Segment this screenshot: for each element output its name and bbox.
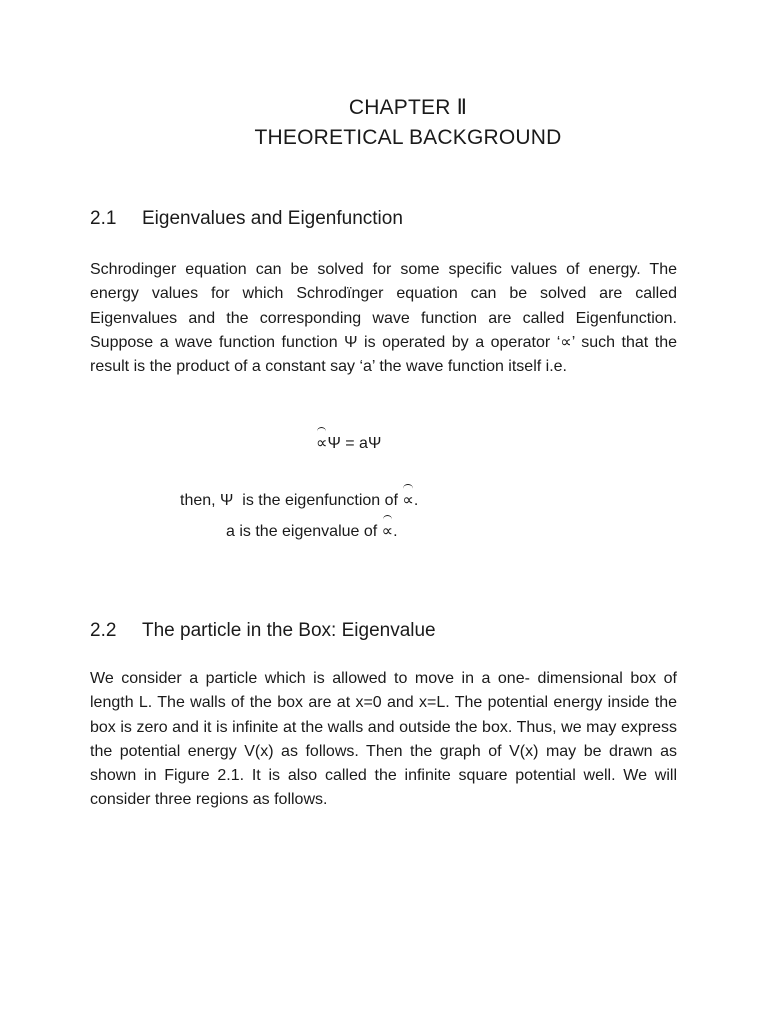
section-heading-2-1: [90, 208, 403, 230]
section-number: 2.2: [90, 620, 117, 641]
operator-hat-symbol: ∝: [316, 435, 328, 452]
equation-rhs: Ψ = aΨ: [327, 435, 382, 452]
section-heading-2-2: [90, 620, 436, 642]
eigenvalue-statement: [226, 521, 398, 541]
section-title: Eigenvalues and Eigenfunction: [142, 208, 403, 229]
operator-hat-symbol: ∝: [381, 523, 394, 540]
chapter-label: CHAPTER Ⅱ: [348, 96, 468, 119]
statement-text: a is the eigenvalue of: [226, 523, 382, 540]
section-2-1-paragraph: Schrodinger equation can be solved for some specific values of energy. The energy values for which Schrodïnger equation can be solved are called Eigenvalues and the corresponding wave function are called Eigenfunction. Suppose a wave function function Ψ is operated by a operator ‘∝’ such that the result is the product of a constant say ‘a’ the wave function itself i.e.: [90, 261, 677, 376]
operator-hat-symbol: ∝: [402, 492, 414, 509]
statement-end: .: [393, 523, 398, 540]
section-2-2-paragraph: We consider a particle which is allowed to move in a one- dimensional box of length L. The walls of the box are at x=0 and x=L. The potential energy inside the box is zero and it is infinite at the walls and outside the box. Thus, we may express the potential energy V(x) as follows. Then the graph of V(x) may be drawn as shown in Figure 2.1. It is also called the infinite square potential well. We will consider three regions as follows.: [90, 670, 677, 809]
section-title: The particle in the Box: Eigenvalue: [142, 620, 436, 641]
statement-text: then, Ψ is the eigenfunction of: [180, 492, 403, 509]
section-number: 2.1: [90, 208, 117, 229]
eigenfunction-statement: [180, 490, 418, 510]
eigenvalue-equation: [316, 433, 381, 453]
statement-end: .: [413, 492, 419, 509]
chapter-title: THEORETICAL BACKGROUND: [254, 126, 562, 149]
